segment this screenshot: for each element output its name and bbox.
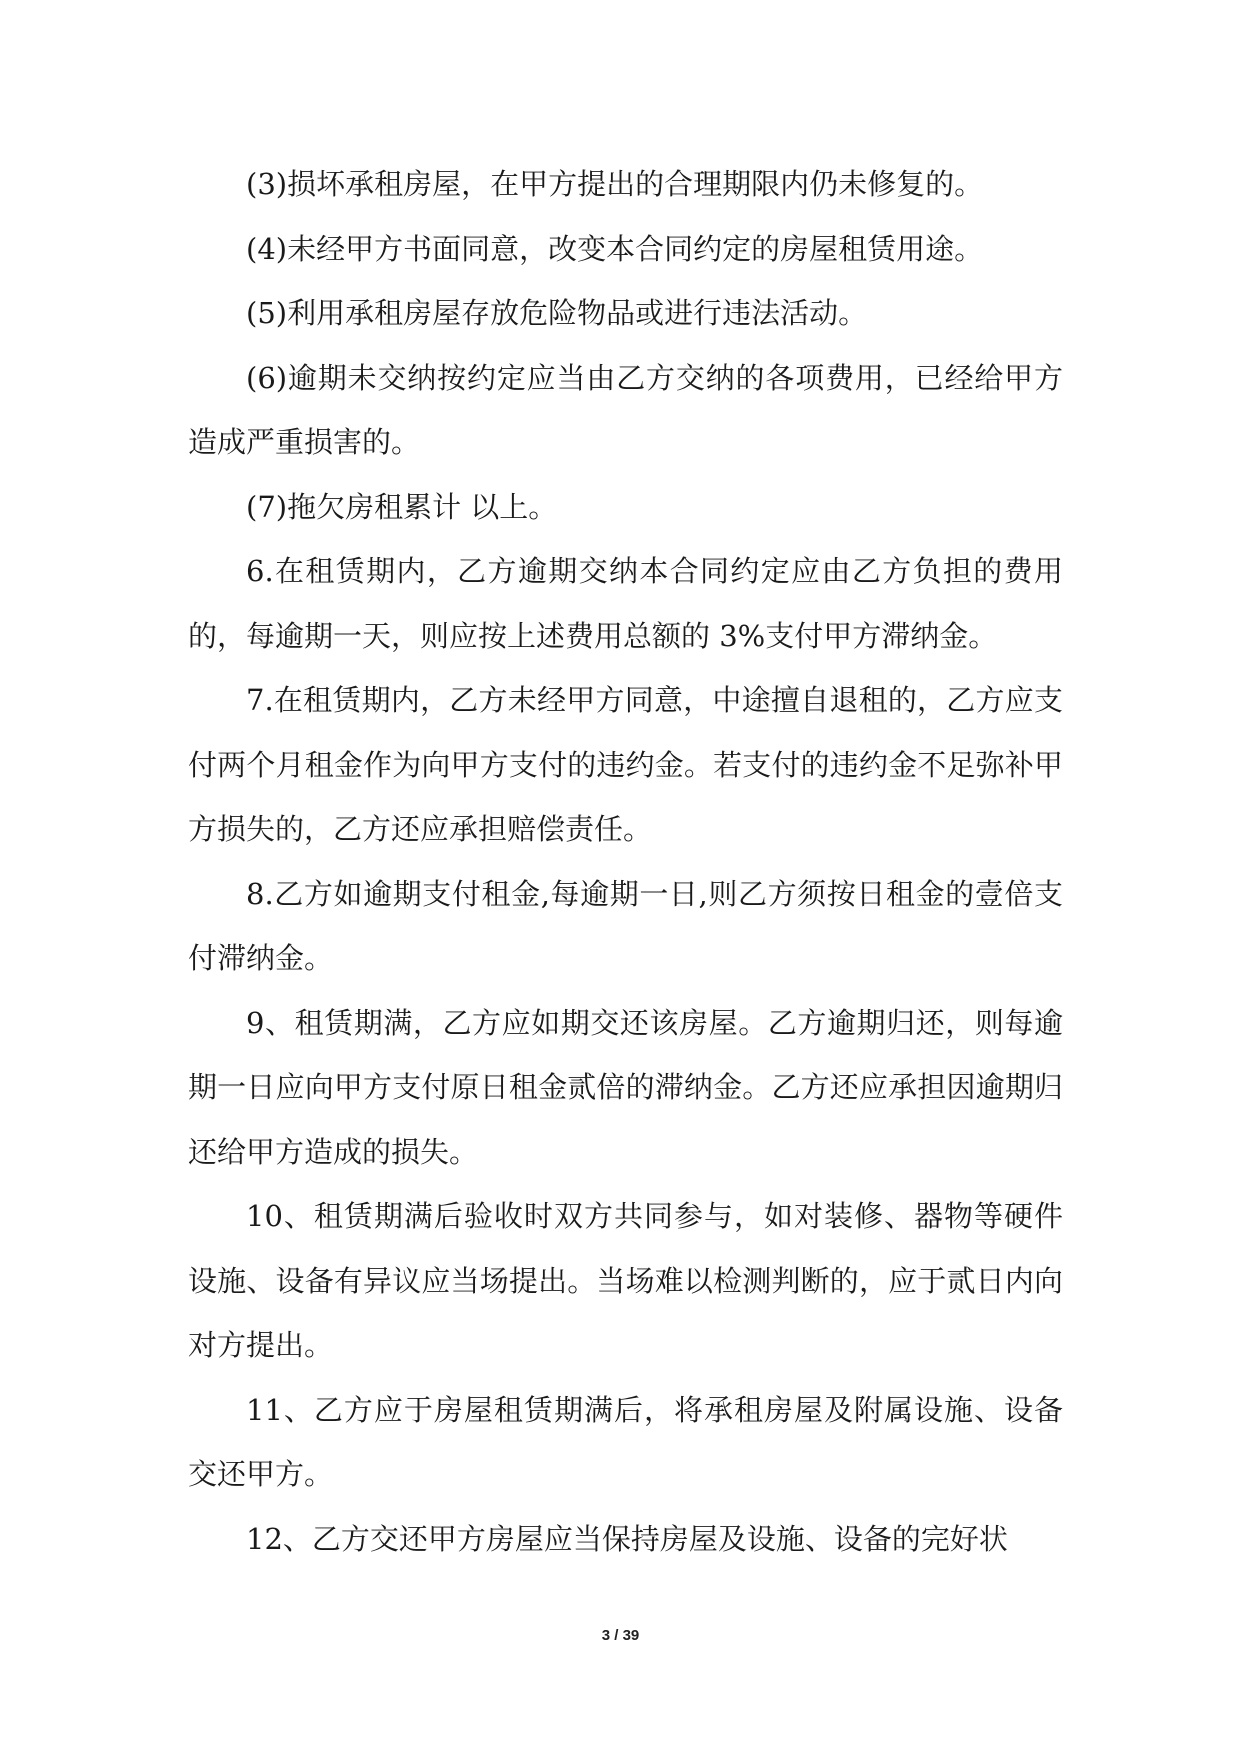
paragraph-item-11: 11、乙方应于房屋租赁期满后，将承租房屋及附属设施、设备交还甲方。 bbox=[188, 1392, 1063, 1491]
paragraph-item-10: 10、租赁期满后验收时双方共同参与，如对装修、器物等硬件设施、设备有异议应当场提出。当场难以检测判断的，应于贰日内向对方提出。 bbox=[188, 1199, 1063, 1362]
paragraph-clause-5: (5)利用承租房屋存放危险物品或进行违法活动。 bbox=[246, 296, 868, 330]
paragraph-item-12: 12、乙方交还甲方房屋应当保持房屋及设施、设备的完好状 bbox=[246, 1521, 1008, 1556]
paragraph-clause-3: (3)损坏承租房屋，在甲方提出的合理期限内仍未修复的。 bbox=[246, 167, 984, 201]
paragraph-clause-7-sub: (7)拖欠房租累计 以上。 bbox=[246, 489, 558, 524]
document-body bbox=[188, 152, 1063, 1571]
paragraph-clause-4: (4)未经甲方书面同意，改变本合同约定的房屋租赁用途。 bbox=[246, 231, 984, 266]
page-number: 3 / 39 bbox=[601, 1627, 640, 1644]
paragraph-clause-6-sub: (6)逾期未交纳按约定应当由乙方交纳的各项费用，已经给甲方造成严重损害的。 bbox=[188, 360, 1063, 459]
paragraph-item-7: 7.在租赁期内，乙方未经甲方同意，中途擅自退租的，乙方应支付两个月租金作为向甲方支付的违约金。若支付的违约金不足弥补甲方损失的，乙方还应承担赔偿责任。 bbox=[188, 683, 1063, 846]
paragraph-item-9: 9、租赁期满，乙方应如期交还该房屋。乙方逾期归还，则每逾期一日应向甲方支付原日租金贰倍的滞纳金。乙方还应承担因逾期归还给甲方造成的损失。 bbox=[188, 1005, 1063, 1169]
paragraph-item-6: 6.在租赁期内，乙方逾期交纳本合同约定应由乙方负担的费用的，每逾期一天，则应按上述费用总额的 3%支付甲方滞纳金。 bbox=[188, 554, 1063, 653]
paragraph-item-8: 8.乙方如逾期支付租金,每逾期一日,则乙方须按日租金的壹倍支付滞纳金。 bbox=[188, 876, 1063, 975]
